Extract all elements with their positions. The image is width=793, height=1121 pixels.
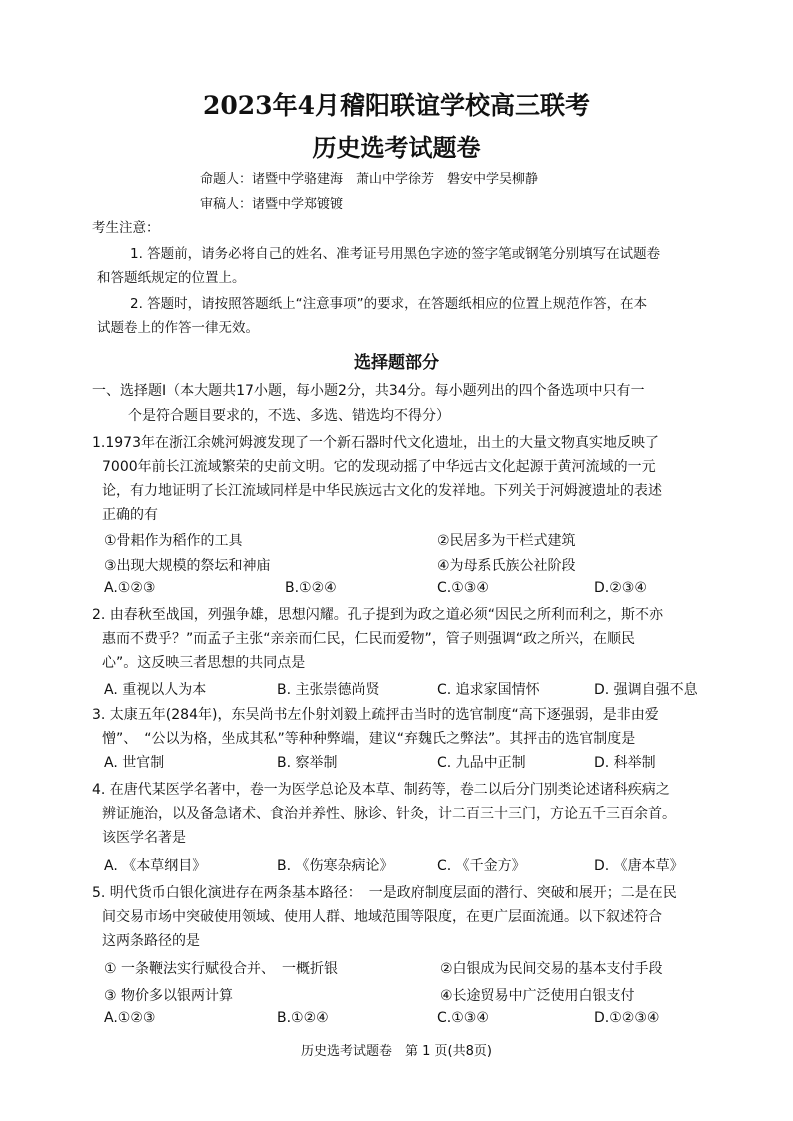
question-text-line: 论，有力地证明了长江流域同样是中华民族远古文化的发祥地。下列关于河姆渡遗址的表述 — [102, 483, 662, 499]
answer-option: D. 科举制 — [594, 755, 656, 771]
notice-item-1: 1. 答题前，请务必将自己的姓名、准考证号用黑色字迹的签字笔或钢笔分别填写在试题卷 — [130, 246, 661, 262]
statement-item: ④为母系氏族公社阶段 — [437, 558, 576, 574]
answer-option: B. 主张崇德尚贤 — [277, 682, 380, 698]
question-text-line: 3. 太康五年(284年)，东吴尚书左仆射刘毅上疏抨击当时的选官制度“高下逐强弱，是非由爱 — [92, 707, 659, 723]
question-text-line: 5. 明代货币白银化演进存在两条基本路径： 一是政府制度层面的潜行、突破和展开；二是在民 — [92, 885, 677, 901]
instruction-line: 个是符合题目要求的，不选、多选、错选均不得分） — [128, 408, 450, 424]
answer-option: B. 察举制 — [277, 755, 338, 771]
statement-item: ③ 物价多以银两计算 — [104, 988, 234, 1004]
answer-option: D.①②③④ — [594, 1010, 660, 1026]
answer-option: D.②③④ — [594, 580, 647, 596]
answer-option: A.①②③ — [104, 1010, 156, 1026]
instruction-line: 一、选择题Ⅰ（本大题共17小题，每小题2分，共34分。每小题列出的四个备选项中只有一 — [92, 383, 645, 399]
authors-line: 命题人：诸暨中学骆建海 萧山中学徐芳 磐安中学吴柳静 — [200, 172, 539, 187]
answer-option: C. 九品中正制 — [437, 755, 526, 771]
statement-item: ②民居多为干栏式建筑 — [437, 533, 576, 549]
question-text-line: 憎”、 “公以为格，坐成其私”等种种弊端，建议“弃魏氏之弊法”。其抨击的选官制度是 — [102, 731, 636, 747]
answer-option: C. 追求家国情怀 — [437, 682, 540, 698]
statement-item: ②白银成为民间交易的基本支付手段 — [440, 961, 663, 977]
statement-item: ③出现大规模的祭坛和神庙 — [104, 558, 271, 574]
answer-option: A. 《本草纲目》 — [104, 858, 207, 874]
exam-subtitle: 历史选考试题卷 — [312, 133, 481, 162]
notice-item-2: 2. 答题时，请按照答题纸上“注意事项”的要求，在答题纸相应的位置上规范作答，在本 — [130, 296, 648, 312]
statement-item: ①骨耜作为稻作的工具 — [104, 533, 243, 549]
question-text-line: 间交易市场中突破使用领域、使用人群、地域范围等限度，在更广层面流通。以下叙述符合 — [102, 909, 662, 925]
question-text-line: 这两条路径的是 — [102, 933, 200, 949]
question-text-line: 7000年前长江流域繁荣的史前文明。它的发现动摇了中华远古文化起源于黄河流域的一元 — [102, 459, 656, 475]
notice-item-2-cont: 试题卷上的作答一律无效。 — [97, 320, 259, 336]
answer-option: C. 《千金方》 — [437, 858, 526, 874]
answer-option: B.①②④ — [277, 1010, 329, 1026]
question-text-line: 1.1973年在浙江余姚河姆渡发现了一个新石器时代文化遗址，出土的大量文物真实地反映了 — [92, 435, 659, 451]
answer-option: B. 《伤寒杂病论》 — [277, 858, 394, 874]
answer-option: C.①③④ — [437, 1010, 489, 1026]
question-text-line: 正确的有 — [102, 507, 158, 523]
section-title: 选择题部分 — [354, 353, 439, 373]
question-text-line: 辨证施治，以及备急诸术、食治并养性、脉诊、针灸，计二百三十三门，方论五千三百余首。 — [102, 806, 676, 822]
question-text-line: 该医学名著是 — [102, 830, 186, 846]
answer-option: C.①③④ — [437, 580, 489, 596]
exam-title: 2023年4月稽阳联谊学校高三联考 — [203, 91, 590, 120]
answer-option: B.①②④ — [285, 580, 337, 596]
question-text-line: 2. 由春秋至战国，列强争雄，思想闪耀。孔子提到为政之道必须“因民之所利而利之，斯不亦 — [92, 607, 664, 623]
answer-option: A. 重视以人为本 — [104, 682, 207, 698]
question-text-line: 4. 在唐代某医学名著中，卷一为医学总论及本草、制药等，卷二以后分门别类论述诸科疾病之 — [92, 782, 670, 798]
answer-option: A.①②③ — [104, 580, 156, 596]
statement-item: ① 一条鞭法实行赋役合并、 一概折银 — [104, 961, 338, 977]
question-text-line: 心”。这反映三者思想的共同点是 — [102, 655, 306, 671]
notice-item-1-cont: 和答题纸规定的位置上。 — [97, 270, 246, 286]
statement-item: ④长途贸易中广泛使用白银支付 — [440, 988, 635, 1004]
question-text-line: 惠而不费乎？”而孟子主张“亲亲而仁民，仁民而爱物”，管子则强调“政之所兴，在顺民 — [102, 631, 636, 647]
page-footer: 历史选考试题卷 第 1 页(共8页) — [301, 1044, 492, 1059]
answer-option: D. 《唐本草》 — [594, 858, 684, 874]
notice-heading: 考生注意： — [92, 220, 160, 236]
answer-option: A. 世官制 — [104, 755, 165, 771]
reviewer-line: 审稿人：诸暨中学郑镀镀 — [200, 197, 344, 212]
answer-option: D. 强调自强不息 — [594, 682, 698, 698]
